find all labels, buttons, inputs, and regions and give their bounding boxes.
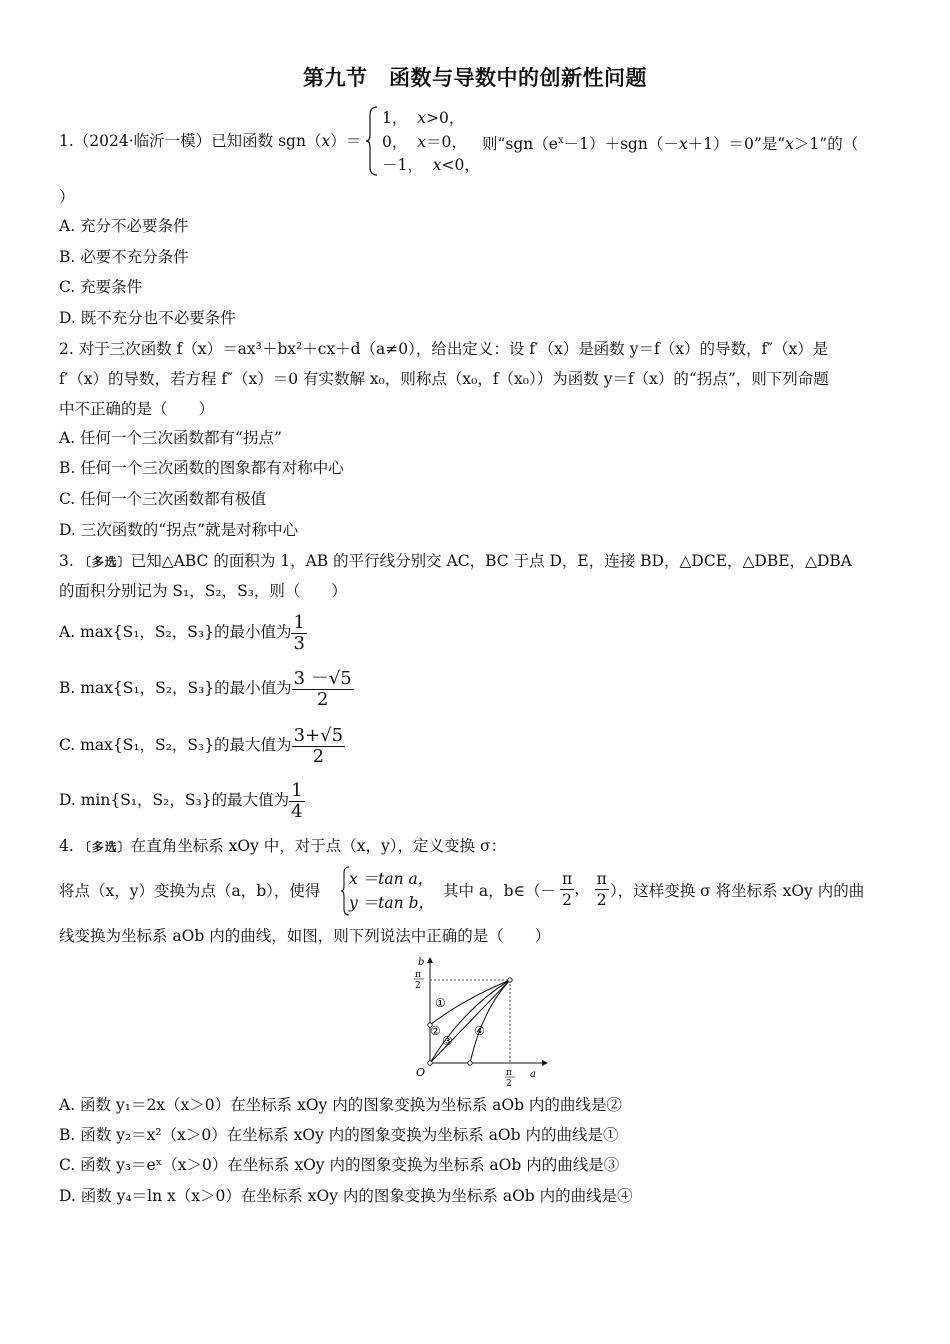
q3-option-d: D. min{S₁，S₂，S₃}的最大值为 $\frac{1}{4}$	[59, 779, 303, 822]
q3-line-2: 的面积分别记为 S₁，S₂，S₃，则（ ）	[59, 582, 347, 600]
curve-4	[470, 980, 510, 1063]
q1-lead: 1.（2024·临沂一模）已知函数 sgn（	[59, 132, 322, 150]
q4-system-eq-1: x ＝tan a，	[349, 870, 434, 888]
point-corner	[508, 978, 512, 982]
a-pi-label: π	[506, 1068, 512, 1078]
curve-label-3: ③	[442, 1034, 453, 1048]
q1-close: ）	[59, 188, 75, 206]
q2-option-a: A. 任何一个三次函数都有“拐点”	[59, 429, 282, 447]
a-axis-arrow-icon	[542, 1060, 548, 1066]
q1-case-3: －1， x<0，	[382, 156, 480, 174]
q4-transform-figure	[402, 955, 552, 1095]
curve-label-1: ①	[435, 996, 446, 1010]
q4-interval-fractions: $\frac{\pi}{2}$ ， $\frac{\pi}{2}$	[562, 870, 607, 909]
q1-x: x	[321, 132, 331, 150]
q3-option-c-fraction: $\frac{3+√5}{2}$	[293, 724, 344, 767]
q4-line-3: 线变换为坐标系 aOb 内的曲线，如图，则下列说法中正确的是（ ）	[59, 927, 551, 945]
q3-option-b: B. max{S₁，S₂，S₃}的最小值为 $\frac{3 -√5}{2}$	[59, 667, 352, 710]
q1-option-a: A. 充分不必要条件	[59, 217, 189, 235]
curve-label-4: ④	[474, 1024, 485, 1038]
q4-option-b: B. 函数 y₂＝x²（x＞0）在坐标系 xOy 内的图象变换为坐标系 aOb 内的曲线是①	[59, 1126, 619, 1144]
q1-case-1: 1， x>0，	[382, 109, 465, 127]
q3-option-c: C. max{S₁，S₂，S₃}的最大值为 $\frac{3+√5}{2}$	[59, 724, 344, 767]
q1-tail: 则“$sgn(e^x-1)+sgn(-x+1)=0$”是“x＞1”的（	[482, 135, 859, 153]
q4-line-2b: 其中 a，b∈（－	[443, 882, 557, 900]
b-pi-label: π	[415, 970, 421, 980]
q1-stem	[59, 130, 361, 152]
q2-option-c: C. 任何一个三次函数都有极值	[59, 490, 267, 508]
b-two-label: 2	[415, 981, 421, 991]
q1-option-d: D. 既不充分也不必要条件	[59, 309, 236, 327]
q2-line-1: 2. 对于三次函数 f（x）＝ax³＋bx²＋cx＋d（a≠0），给出定义：设 f′（x）是函数 y＝f（x）的导数，f″（x）是	[59, 340, 829, 358]
a-axis-label: a	[530, 1069, 536, 1080]
q3-option-d-fraction: $\frac{1}{4}$	[291, 779, 303, 822]
point-a-intercept	[468, 1061, 472, 1065]
q3-option-a: A. max{S₁，S₂，S₃}的最小值为 $\frac{1}{3}$	[59, 611, 305, 654]
q3-option-a-fraction: $\frac{1}{3}$	[293, 611, 305, 654]
q4-option-d: D. 函数 y₄＝ln x（x＞0）在坐标系 xOy 内的图象变换为坐标系 aOb 内的曲线是④	[59, 1187, 633, 1205]
b-axis-label: b	[418, 957, 425, 968]
b-axis-arrow-icon	[427, 957, 433, 963]
q4-line-1: 4. 〔多选〕在直角坐标系 xOy 中，对于点（x，y），定义变换 σ：	[59, 837, 507, 855]
curve-2	[430, 980, 510, 1063]
q2-option-b: B. 任何一个三次函数的图象都有对称中心	[59, 459, 344, 477]
q2-option-d: D. 三次函数的“拐点”就是对称中心	[59, 521, 299, 539]
q4-option-c: C. 函数 y₃＝eˣ（x＞0）在坐标系 xOy 内的图象变换为坐标系 aOb 内的曲线是③	[59, 1156, 620, 1174]
page-title: 第九节 函数与导数中的创新性问题	[303, 66, 647, 90]
q4-line-2a: 将点（x，y）变换为点（a，b），使得	[59, 882, 321, 900]
q1-case-2: 0， x＝0，	[382, 133, 467, 151]
q2-line-2: f′（x）的导数，若方程 f″（x）＝0 有实数解 x₀，则称点（x₀，f（x₀））为函数 y＝f（x）的“拐点”，则下列命题	[59, 370, 829, 388]
q1-lead2: ）＝	[330, 132, 362, 150]
curve-label-2: ②	[430, 1024, 441, 1038]
q3-multi-tag: 〔多选〕	[78, 555, 131, 569]
a-two-label: 2	[506, 1079, 512, 1089]
q3-option-b-fraction: $\frac{3 -√5}{2}$	[293, 667, 352, 710]
q4-option-a: A. 函数 y₁＝2x（x＞0）在坐标系 xOy 内的图象变换为坐标系 aOb 内的曲线是②	[59, 1096, 622, 1114]
q1-option-b: B. 必要不充分条件	[59, 248, 189, 266]
q4-system-eq-2: y ＝tan b，	[349, 894, 434, 912]
q3-line-1: 3. 〔多选〕已知△ABC 的面积为 1，AB 的平行线分别交 AC，BC 于点 D，E，连接 BD，△DCE，△DBE，△DBA	[59, 552, 852, 570]
q4-line-2c: ），这样变换 σ 将坐标系 xOy 内的曲	[610, 882, 865, 900]
q4-multi-tag: 〔多选〕	[78, 840, 131, 854]
point-origin	[428, 1061, 432, 1065]
q1-option-c: C. 充要条件	[59, 278, 143, 296]
origin-label: O	[416, 1066, 426, 1079]
q1-brace	[365, 105, 379, 177]
q2-line-3: 中不正确的是（ ）	[59, 400, 215, 418]
